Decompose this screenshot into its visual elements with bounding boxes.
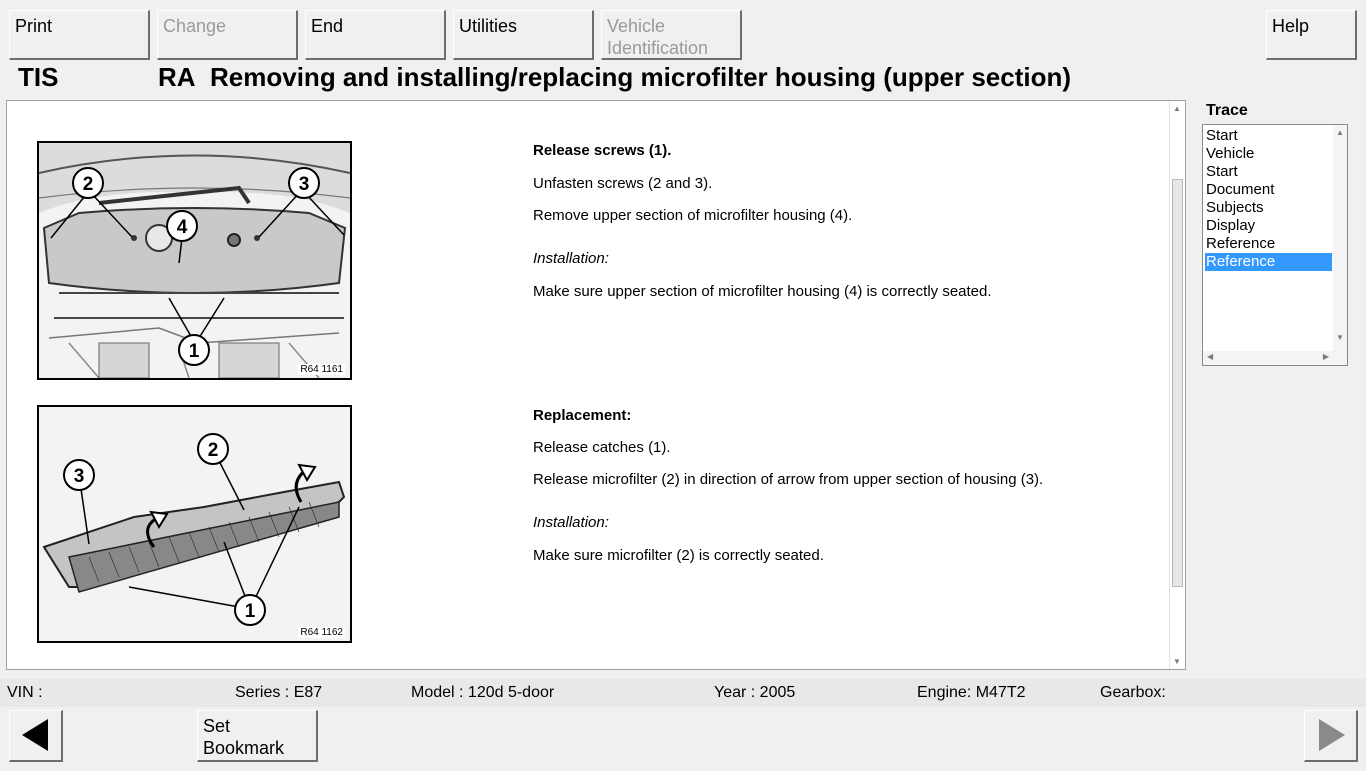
doc-type-label: RA bbox=[158, 62, 196, 92]
figure-2-illustration bbox=[39, 407, 350, 641]
print-button[interactable] bbox=[9, 10, 150, 60]
svg-text:3: 3 bbox=[73, 466, 85, 487]
svg-text:1: 1 bbox=[244, 601, 256, 622]
utilities-button[interactable] bbox=[453, 10, 594, 60]
trace-item[interactable]: Start bbox=[1206, 127, 1238, 144]
trace-list[interactable] bbox=[1202, 124, 1348, 366]
vehicle-identification-label-line2: Identification bbox=[607, 38, 709, 58]
trace-horizontal-scrollbar[interactable] bbox=[1203, 351, 1333, 365]
trace-item[interactable]: Document bbox=[1206, 181, 1275, 198]
svg-text:2: 2 bbox=[82, 174, 94, 195]
callout-2 bbox=[198, 434, 228, 464]
callout-1 bbox=[235, 595, 265, 625]
trace-scroll-up-icon[interactable]: ▲ bbox=[1336, 128, 1344, 137]
gearbox-label: Gearbox: bbox=[1100, 684, 1166, 701]
trace-vertical-scrollbar[interactable] bbox=[1333, 125, 1347, 365]
scroll-down-arrow-icon[interactable]: ▼ bbox=[1173, 657, 1181, 666]
set-bookmark-button[interactable] bbox=[197, 710, 318, 762]
installation-text: Make sure microfilter (2) is correctly seated. bbox=[533, 547, 824, 564]
trace-item[interactable]: Display bbox=[1206, 217, 1256, 234]
svg-text:3: 3 bbox=[298, 174, 310, 195]
trace-item[interactable]: Start bbox=[1206, 163, 1238, 180]
year-label: Year : 2005 bbox=[714, 684, 796, 701]
triangle-left-icon bbox=[10, 711, 60, 759]
scroll-up-arrow-icon[interactable]: ▲ bbox=[1173, 104, 1181, 113]
engine-label: Engine: M47T2 bbox=[917, 684, 1026, 701]
instruction-step: Release catches (1). bbox=[533, 439, 671, 456]
end-button[interactable] bbox=[305, 10, 446, 60]
figure-microfilter-replacement bbox=[37, 405, 352, 643]
callout-3 bbox=[64, 460, 94, 490]
trace-title: Trace bbox=[1206, 102, 1248, 119]
trace-item[interactable]: Vehicle bbox=[1206, 145, 1255, 162]
callout-1 bbox=[179, 335, 209, 365]
vehicle-identification-button[interactable] bbox=[601, 10, 742, 60]
callout-2 bbox=[73, 168, 103, 198]
print-label: Print bbox=[15, 16, 53, 36]
help-label: Help bbox=[1272, 16, 1310, 36]
page-title: Removing and installing/replacing microfilter housing (upper section) bbox=[210, 62, 1071, 92]
change-label: Change bbox=[163, 16, 227, 36]
model-label: Model : 120d 5-door bbox=[411, 684, 555, 701]
vehicle-status-bar bbox=[0, 679, 1366, 707]
figure-code: R64 1161 bbox=[300, 364, 343, 375]
instruction-step: Remove upper section of microfilter housing (4). bbox=[533, 207, 853, 224]
help-button[interactable] bbox=[1266, 10, 1357, 60]
set-bookmark-label-line2: Bookmark bbox=[203, 738, 285, 758]
trace-item-selected[interactable]: Reference bbox=[1205, 253, 1332, 271]
set-bookmark-label-line1: Set bbox=[203, 716, 231, 736]
content-scrollbar[interactable] bbox=[1169, 101, 1185, 669]
trace-item[interactable]: Reference bbox=[1206, 235, 1276, 252]
installation-label: Installation: bbox=[533, 514, 609, 531]
callout-3 bbox=[289, 168, 319, 198]
series-label: Series : E87 bbox=[235, 684, 323, 701]
change-button[interactable] bbox=[157, 10, 298, 60]
installation-label: Installation: bbox=[533, 250, 609, 267]
installation-text: Make sure upper section of microfilter housing (4) is correctly seated. bbox=[533, 283, 992, 300]
trace-scroll-right-icon[interactable]: ▶ bbox=[1322, 352, 1329, 361]
scrollbar-thumb[interactable] bbox=[1172, 179, 1183, 587]
figure-1-illustration bbox=[39, 143, 350, 378]
svg-text:1: 1 bbox=[188, 341, 200, 362]
trace-item[interactable]: Subjects bbox=[1206, 199, 1264, 216]
back-button[interactable] bbox=[9, 710, 63, 762]
figure-code: R64 1162 bbox=[300, 627, 343, 638]
instruction-step: Unfasten screws (2 and 3). bbox=[533, 175, 713, 192]
trace-scroll-down-icon[interactable]: ▼ bbox=[1336, 333, 1344, 342]
utilities-label: Utilities bbox=[459, 16, 518, 36]
document-title bbox=[158, 62, 1071, 93]
instruction-step: Release microfilter (2) in direction of arrow from upper section of housing (3). bbox=[533, 471, 1044, 488]
svg-text:4: 4 bbox=[176, 217, 188, 238]
vehicle-identification-label-line1: Vehicle bbox=[607, 16, 666, 36]
svg-text:2: 2 bbox=[207, 440, 219, 461]
instruction-step: Release screws (1). bbox=[533, 142, 672, 159]
callout-4 bbox=[167, 211, 197, 241]
trace-scroll-left-icon[interactable]: ◀ bbox=[1207, 352, 1214, 361]
triangle-right-icon bbox=[1305, 711, 1355, 759]
document-content bbox=[6, 100, 1186, 670]
app-label: TIS bbox=[18, 62, 59, 92]
replacement-heading: Replacement: bbox=[533, 407, 632, 424]
end-label: End bbox=[311, 16, 344, 36]
vin-label: VIN : bbox=[7, 684, 43, 701]
forward-button[interactable] bbox=[1304, 710, 1358, 762]
figure-microfilter-housing-screws bbox=[37, 141, 352, 380]
